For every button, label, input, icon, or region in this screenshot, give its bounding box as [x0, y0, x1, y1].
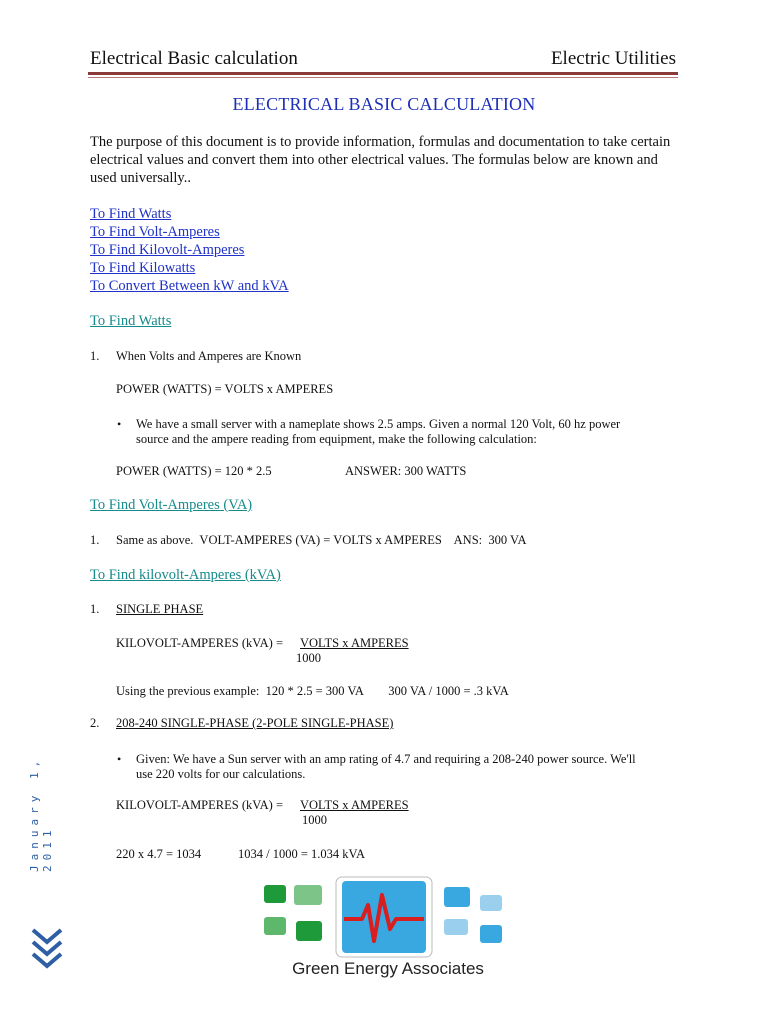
calculation-kva-a: 220 x 4.7 = 1034 [116, 847, 202, 861]
formula-kva-denominator: 1000 [296, 651, 321, 665]
document-title: ELECTRICAL BASIC CALCULATION [232, 94, 536, 114]
company-logo [258, 875, 518, 985]
bullet-icon: • [117, 752, 122, 766]
formula-kva-denominator: 1000 [302, 813, 327, 827]
section-heading-volt-amperes: To Find Volt-Amperes (VA) [90, 497, 253, 513]
formula-kva-numerator: VOLTS x AMPERES [300, 798, 409, 812]
list-item-text: SINGLE PHASE [116, 602, 204, 616]
toc-link-kilovolt-amperes[interactable]: To Find Kilovolt-Amperes [90, 242, 245, 258]
bullet-text [136, 752, 676, 782]
list-number: 2. [90, 716, 100, 730]
intro-paragraph: The purpose of this document is to provide information, formulas and documentation to take certain electrical values and convert them into other electrical values. The formulas below are known and used universally.. [90, 134, 671, 186]
header-left-title: Electrical Basic calculation [90, 48, 298, 69]
header-rule-thin [88, 77, 678, 78]
list-item-text: When Volts and Amperes are Known [116, 349, 302, 363]
formula-kva-numerator: VOLTS x AMPERES [300, 636, 409, 650]
header-right-title: Electric Utilities [550, 48, 676, 69]
calculation-kva-b: 1034 / 1000 = 1.034 kVA [238, 847, 365, 861]
formula-watts: POWER (WATTS) = VOLTS x AMPERES [116, 382, 334, 396]
bullet-line: We have a small server with a nameplate shows 2.5 amps. Given a normal 120 Volt, 60 hz power [136, 417, 621, 431]
chevron-down-icon [30, 926, 64, 972]
list-item-text: 208-240 SINGLE-PHASE (2-POLE SINGLE-PHASE) [116, 716, 394, 730]
answer-watts: ANSWER: 300 WATTS [345, 464, 467, 478]
bullet-line: use 220 volts for our calculations. [136, 767, 306, 781]
calculation-watts: POWER (WATTS) = 120 * 2.5 [116, 464, 272, 478]
table-of-contents [90, 205, 289, 295]
toc-link-watts[interactable]: To Find Watts [90, 206, 172, 222]
list-number: 1. [90, 349, 100, 363]
list-number: 1. [90, 533, 100, 547]
bullet-line: Given: We have a Sun server with an amp rating of 4.7 and requiring a 208-240 power source. We'll [136, 752, 636, 766]
bullet-icon: • [117, 417, 122, 431]
section-heading-watts: To Find Watts [90, 313, 172, 329]
formula-kva-lhs: KILOVOLT-AMPERES (kVA) = [116, 798, 284, 812]
toc-link-convert-kw-kva[interactable]: To Convert Between kW and kVA [90, 278, 289, 294]
section-heading-kva: To Find kilovolt-Amperes (kVA) [90, 567, 281, 583]
list-number: 1. [90, 602, 100, 616]
header-rule [88, 72, 678, 75]
toc-link-kilowatts[interactable]: To Find Kilowatts [90, 260, 196, 276]
sidebar-date: January 1, 2011 [28, 755, 54, 872]
toc-link-volt-amperes[interactable]: To Find Volt-Amperes [90, 224, 220, 240]
company-name: Green Energy Associates [292, 959, 484, 978]
list-item-text: Same as above. VOLT-AMPERES (VA) = VOLTS x AMPERES ANS: 300 VA [116, 533, 527, 547]
example-calculation: Using the previous example: 120 * 2.5 = 300 VA 300 VA / 1000 = .3 kVA [116, 684, 509, 698]
bullet-text [136, 417, 676, 447]
logo-graphic [258, 875, 518, 965]
formula-kva-lhs: KILOVOLT-AMPERES (kVA) = [116, 636, 284, 650]
bullet-line: source and the ampere reading from equipment, make the following calculation: [136, 432, 537, 446]
